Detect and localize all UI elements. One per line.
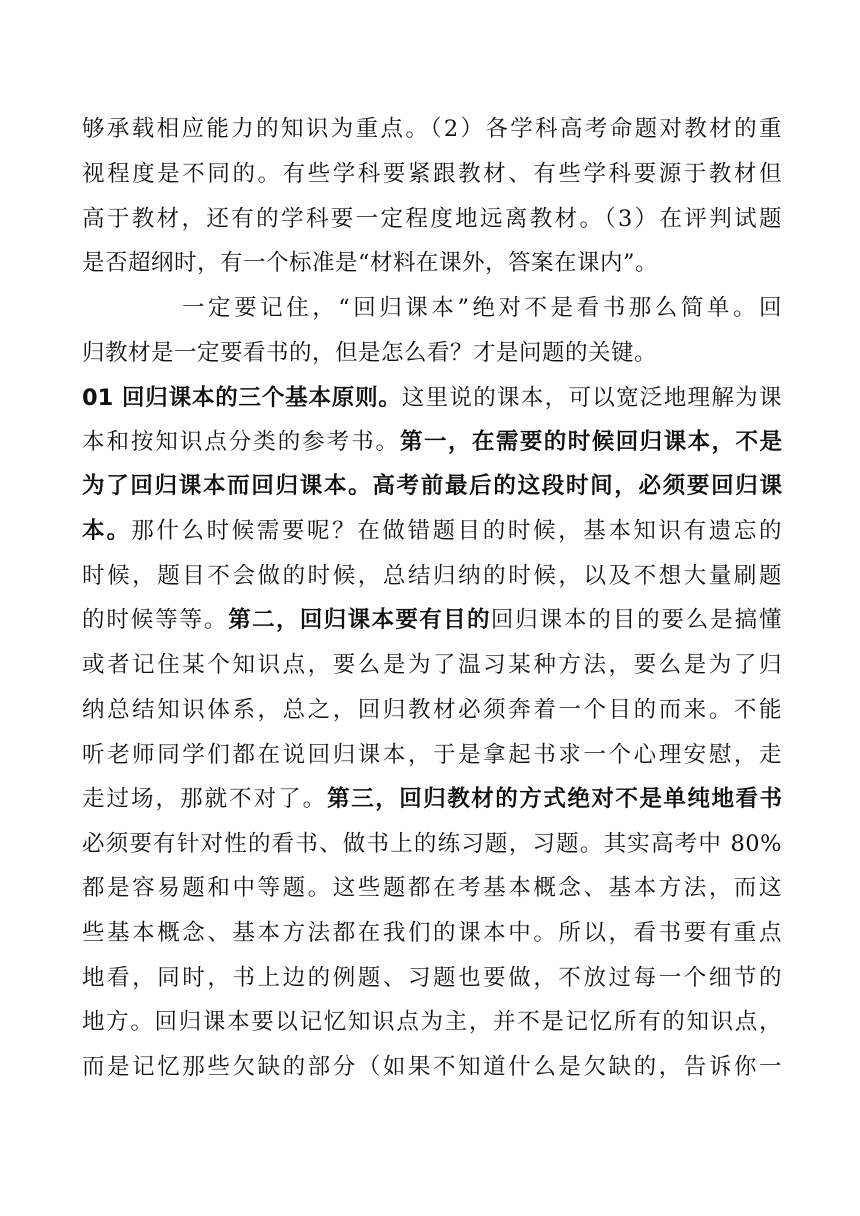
text-line [82,1045,782,1089]
text-run: 必须要有针对性的看书、做书上的练习题，习题。其实高考中 80% [82,831,782,857]
text-line [82,866,782,910]
text-line [82,152,782,196]
text-run: 或者记住某个知识点，要么是为了温习某种方法，要么是为了归 [82,652,782,678]
text-line [82,509,782,553]
section-heading: 01 回归课本的三个基本原则。 [82,385,402,411]
text-run: 都是容易题和中等题。这些题都在考基本概念、基本方法，而这 [82,875,782,901]
text-line [82,554,782,598]
text-line [82,643,782,687]
text-run: 些基本概念、基本方法都在我们的课本中。所以，看书要有重点 [82,920,782,946]
text-run: 而是记忆那些欠缺的部分（如果不知道什么是欠缺的，告诉你一 [82,1054,782,1080]
text-line [82,598,782,642]
text-line [82,241,782,285]
text-run: 回归课本的目的要么是搞懂 [490,607,782,633]
text-run: 走过场，那就不对了。 [82,786,328,812]
text-run: 纳总结知识体系，总之，回归教材必须奔着一个目的而来。不能 [82,697,782,723]
text-line [82,777,782,821]
text-line [82,331,782,375]
paragraph-first-line [182,286,782,330]
bold-run: 第二，回归课本要有目的 [228,607,491,633]
text-line [82,420,782,464]
text-run: 是否超纲时，有一个标准是“材料在课外，答案在课内”。 [82,250,659,276]
text-line [82,464,782,508]
text-run: 高于教材，还有的学科要一定程度地远离教材。（3）在评判试题 [82,206,782,232]
text-line [82,956,782,1000]
text-run: 归教材是一定要看书的，但是怎么看？才是问题的关键。 [82,340,658,366]
text-run: 听老师同学们都在说回归课本，于是拿起书求一个心理安慰，走 [82,742,782,768]
text-run: 的时候等等。 [82,607,229,633]
text-line [82,822,782,866]
text-run: 这里说的课本，可以宽泛地理解为课 [401,385,782,411]
text-line [82,1000,782,1044]
bold-run: 为了回归课本而回归课本。高考前最后的这段时间，必须要回归课 [82,473,782,499]
text-line [82,688,782,732]
bold-run: 本。 [82,518,132,544]
bold-run: 第三，回归教材的方式绝对不是单纯地看书 [327,786,782,812]
text-line [82,733,782,777]
text-run: 够承载相应能力的知识为重点。（2）各学科高考命题对教材的重 [82,116,782,142]
text-run: 本和按知识点分类的参考书。 [82,429,401,455]
text-run: 地方。回归课本要以记忆知识点为主，并不是记忆所有的知识点， [82,1009,782,1035]
text-run: 一定要记住，“回归课本”绝对不是看书那么简单。回 [182,295,782,321]
text-run: 地看，同时，书上边的例题、习题也要做，不放过每一个细节的 [82,965,782,991]
text-run: 视程度是不同的。有些学科要紧跟教材、有些学科要源于教材但 [82,161,782,187]
text-run: 时候，题目不会做的时候，总结归纳的时候，以及不想大量刷题 [82,563,782,589]
text-line [82,107,782,151]
text-run: 那什么时候需要呢？在做错题目的时候，基本知识有遗忘的 [131,518,782,544]
section-heading-line [82,376,782,420]
text-line [82,911,782,955]
bold-run: 第一，在需要的时候回归课本，不是 [400,429,782,455]
text-line [82,197,782,241]
